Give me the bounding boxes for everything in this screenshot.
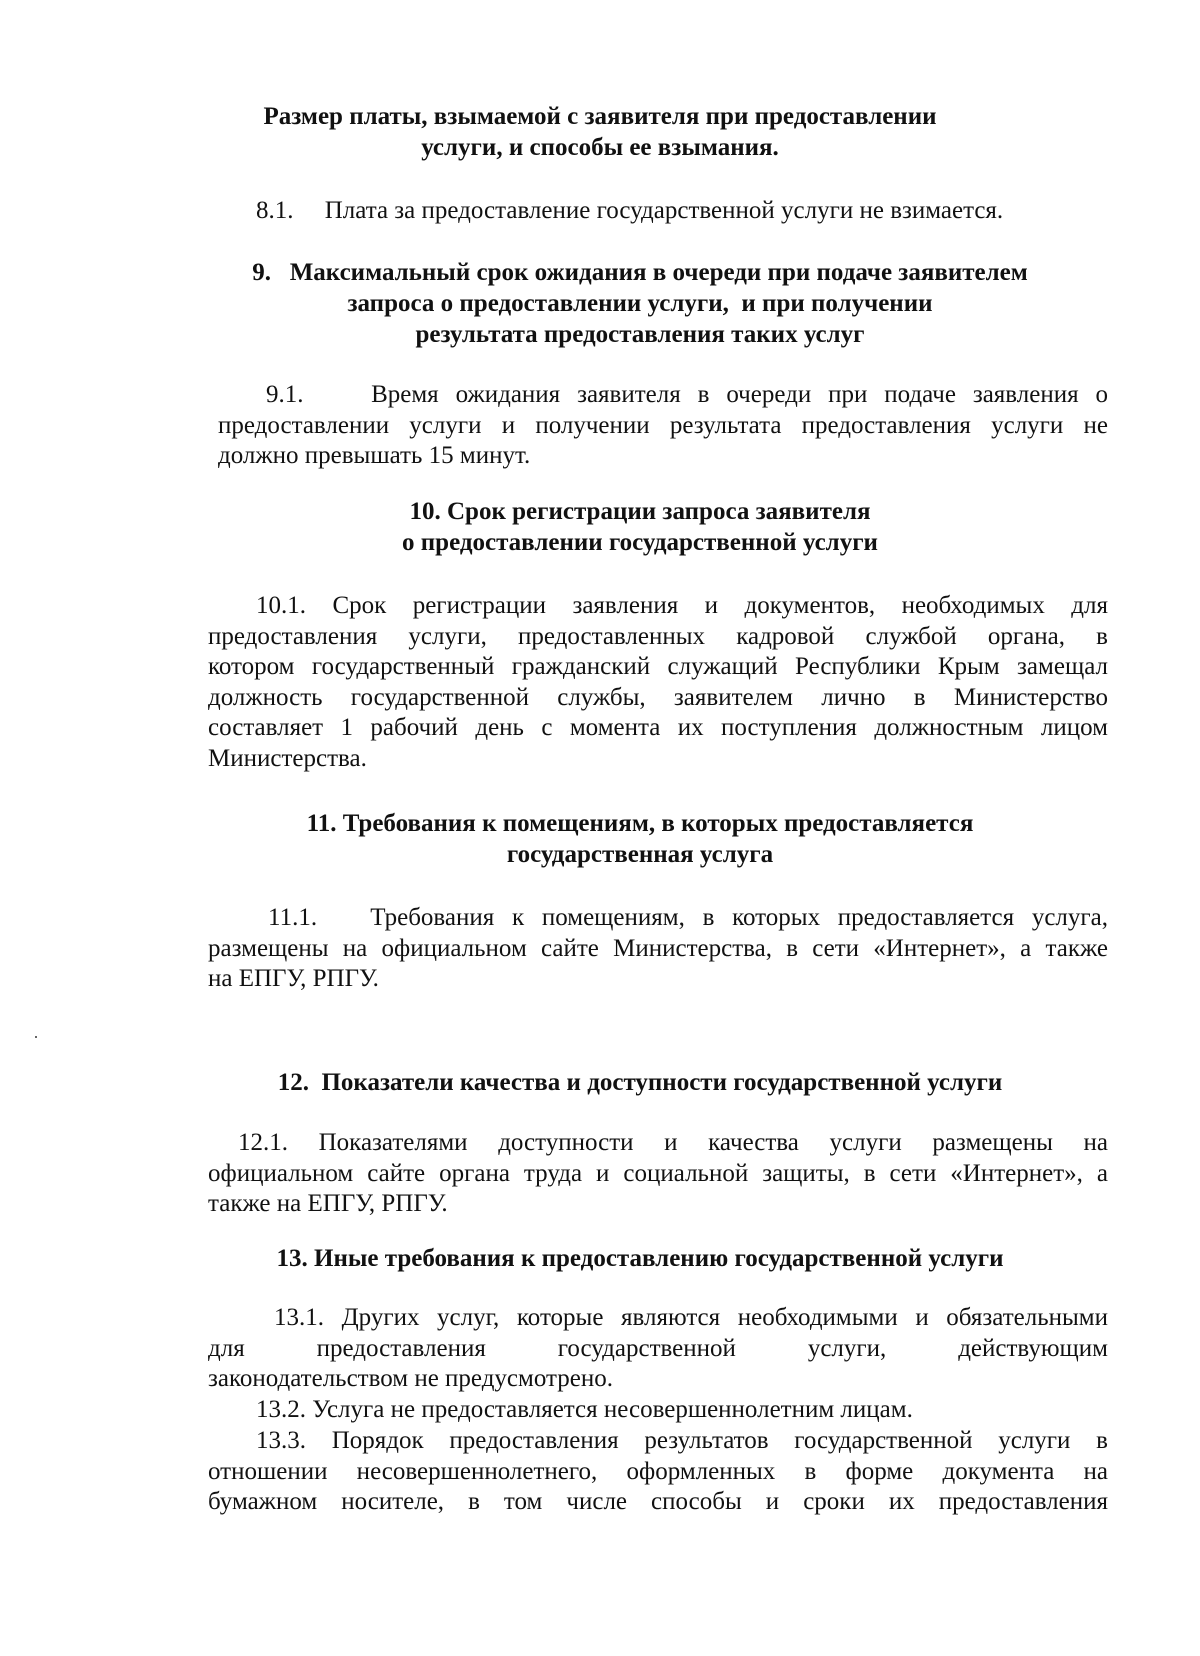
paragraph-line: 13.1. Других услуг, которые являются необходимыми и обязательными	[274, 1304, 1108, 1331]
heading-line: о предоставлении государственной услуги	[402, 529, 878, 556]
paragraph-line: 13.3. Порядок предоставления результатов государственной услуги в	[256, 1427, 1108, 1454]
heading-line: 12. Показатели качества и доступности государственной услуги	[277, 1069, 1003, 1096]
paragraph-line: 9.1. Время ожидания заявителя в очереди при подаче заявления о	[266, 381, 1108, 408]
section-11-heading	[200, 808, 1080, 870]
heading-line: результата предоставления таких услуг	[415, 321, 865, 348]
heading-line: 9. Максимальный срок ожидания в очереди при подаче заявителем	[252, 259, 1028, 286]
paragraph-line: предоставления услуги, предоставленных кадровой службой органа, в	[208, 622, 1108, 650]
paragraph-line: составляет 1 рабочий день с момента их поступления должностным лицом	[208, 714, 1108, 741]
paragraph-line: должность государственной службы, заявителем лично в Министерство	[208, 683, 1108, 711]
paragraph-13-1	[208, 1303, 1108, 1395]
section-13-heading	[200, 1243, 1080, 1274]
heading-line: услуги, и способы ее взымания.	[421, 134, 779, 161]
paragraph-line: 10.1. Срок регистрации заявления и документов, необходимых для	[256, 592, 1108, 619]
heading-line: государственная услуга	[506, 841, 774, 868]
paragraph-line: законодательством не предусмотрено.	[208, 1365, 613, 1392]
section-10-heading	[200, 496, 1080, 558]
paragraph-line: на ЕПГУ, РПГУ.	[208, 965, 379, 992]
paragraph-line: предоставлении услуги и получении результата предоставления услуги не	[218, 411, 1108, 439]
paragraph-10-1	[208, 591, 1108, 774]
section-8-heading	[180, 101, 1020, 163]
paragraph-line: котором государственный гражданский служащий Республики Крым замещал	[208, 653, 1108, 680]
paragraph-line: размещены на официальном сайте Министерства, в сети «Интернет», а также	[208, 934, 1108, 962]
heading-line: 11. Требования к помещениям, в которых предоставляется	[306, 810, 974, 837]
paragraph-11-1	[208, 903, 1108, 995]
paragraph-line: 12.1. Показателями доступности и качества услуги размещены на	[238, 1129, 1108, 1156]
heading-line: 13. Иные требования к предоставлению государственной услуги	[276, 1245, 1004, 1272]
paragraph-8-1	[256, 196, 1076, 227]
heading-line: запроса о предоставлении услуги, и при получении	[347, 290, 933, 317]
paragraph-line: официальном сайте органа труда и социальной защиты, в сети «Интернет», а	[208, 1159, 1108, 1187]
paragraph-line: Министерства.	[208, 744, 367, 772]
paragraph-line: должно превышать 15 минут.	[218, 442, 531, 469]
paragraph-line: 11.1. Требования к помещениям, в которых предоставляется услуга,	[268, 904, 1108, 931]
paragraph-line: 8.1. Плата за предоставление государственной услуги не взимается.	[256, 197, 1004, 224]
paragraph-line: для предоставления государственной услуги, действующим	[208, 1334, 1108, 1362]
paragraph-line: также на ЕПГУ, РПГУ.	[208, 1190, 448, 1217]
paragraph-9-1	[218, 380, 1108, 472]
heading-line: Размер платы, взымаемой с заявителя при предоставлении	[263, 103, 937, 130]
scan-speck	[35, 1036, 37, 1038]
paragraph-13-2	[208, 1395, 1108, 1426]
paragraph-line: 13.2. Услуга не предоставляется несовершеннолетним лицам.	[256, 1396, 913, 1423]
heading-line: 10. Срок регистрации запроса заявителя	[409, 498, 871, 525]
paragraph-12-1	[208, 1128, 1108, 1220]
paragraph-line: отношении несовершеннолетнего, оформленных в форме документа на	[208, 1457, 1108, 1485]
section-9-heading	[200, 257, 1080, 350]
paragraph-13-3	[208, 1426, 1108, 1518]
section-12-heading	[200, 1067, 1080, 1098]
paragraph-line: бумажном носителе, в том числе способы и сроки их предоставления	[208, 1488, 1108, 1515]
